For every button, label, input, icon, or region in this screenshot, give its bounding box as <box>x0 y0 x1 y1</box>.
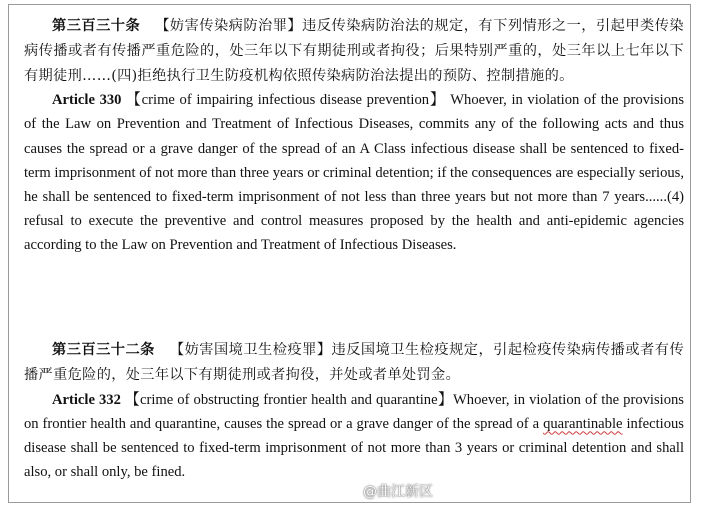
article-332-section <box>24 338 684 484</box>
article-332-english <box>24 388 684 484</box>
weibo-watermark <box>341 481 433 501</box>
article-332-flagged-word: quarantinable <box>543 415 623 432</box>
article-330-english <box>24 88 684 257</box>
article-330-en-title: 【crime of impairing infectious disease prevention】 <box>126 92 446 109</box>
article-330-zh-number: 第三百三十条 <box>52 18 141 34</box>
article-332-zh-number: 第三百三十二条 <box>52 342 155 358</box>
article-330-en-text: Whoever, in violation of the provisions of the Law on Prevention and Treatment of Infectious Diseases, commits any of the following acts and thus causes the spread or a grave danger of the spread of an A Class infectious disease shall be sentenced to fixed-term imprisonment of not more than three years or criminal detention; if the consequences are especially serious, he shall be sentenced to fixed-term imprisonment of not less than three years but not more than 7 years......(4) refusal to execute the preventive and control measures proposed by the health and anti-epidemic agencies according to the Law on Prevention and Treatment of Infectious Diseases. <box>24 92 684 253</box>
article-330-section <box>24 14 684 257</box>
watermark-text: @曲江新区 <box>363 484 433 500</box>
weibo-icon <box>341 484 359 498</box>
article-330-zh-text: 违反传染病防治法的规定，有下列情形之一，引起甲类传染病传播或者有传播严重危险的，处三年以下有期徒刑或者拘役；后果特别严重的，处三年以上七年以下有期徒刑……(四)拒绝执行卫生防疫机构依照传染病防治法提出的预防、控制措施的。 <box>24 18 684 84</box>
article-330-zh-title: 【妨害传染病防治罪】 <box>155 18 303 34</box>
article-332-en-text-before: Whoever, in violation of the provisions on frontier health and quarantine, causes the spread or a grave danger of the spread of a <box>24 391 684 432</box>
article-332-zh-text: 违反国境卫生检疫规定，引起检疫传染病传播或者有传播严重危险的，处三年以下有期徒刑或者拘役，并处或者单处罚金。 <box>24 342 684 383</box>
article-330-en-number: Article 330 <box>52 92 122 109</box>
article-332-en-title: 【crime of obstructing frontier health and quarantine】 <box>124 391 454 408</box>
article-330-chinese <box>24 14 684 88</box>
article-332-en-number: Article 332 <box>52 391 121 408</box>
article-332-zh-title: 【妨害国境卫生检疫罪】 <box>169 342 332 358</box>
article-332-en-text-after: infectious disease shall be sentenced to fixed-term imprisonment of not more than 3 years or criminal detention and shall also, or shall only, be fined. <box>24 415 684 480</box>
article-332-chinese <box>24 338 684 388</box>
